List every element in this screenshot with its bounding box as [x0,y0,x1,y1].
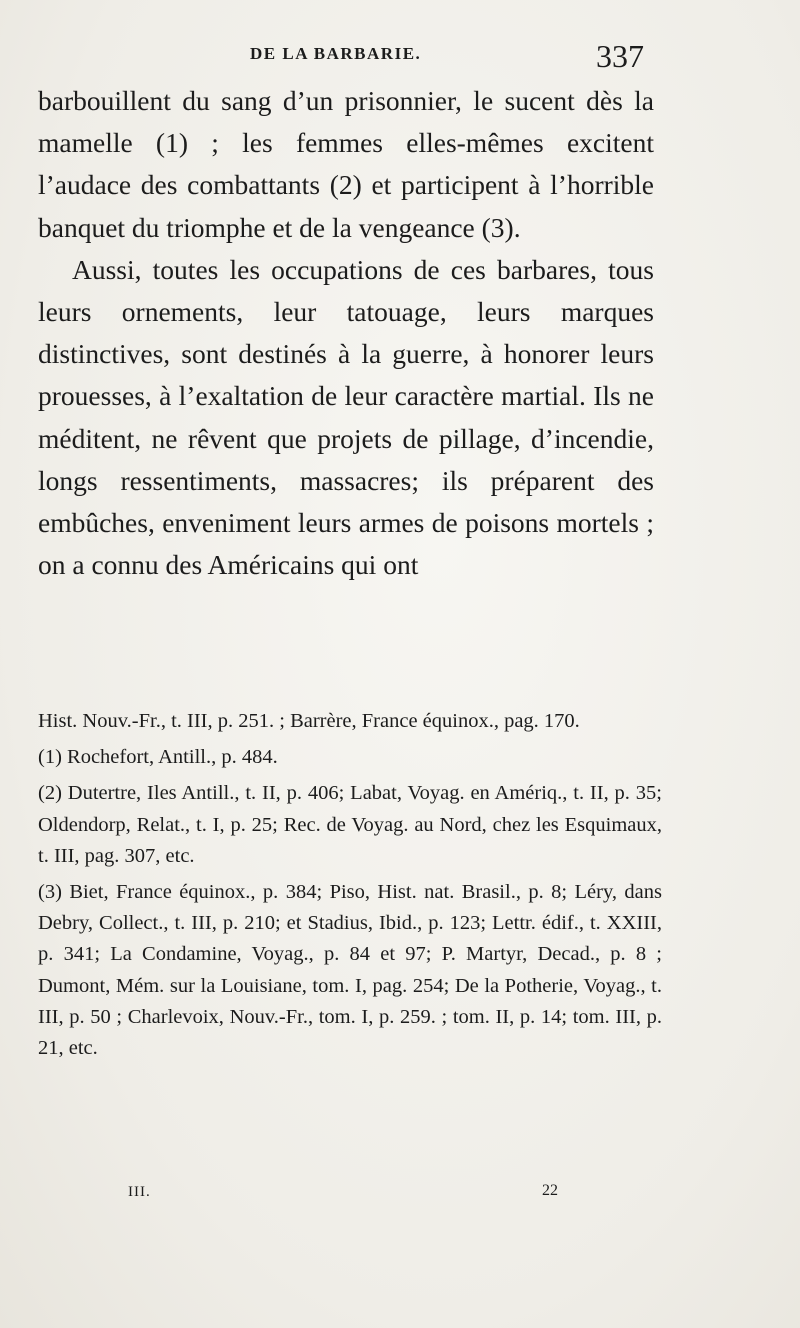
footnote-continuation: Hist. Nouv.-Fr., t. III, p. 251. ; Barrère, France équinox., pag. 170. [38,710,580,732]
footnote-1: (1) Rochefort, Antill., p. 484. [38,746,278,769]
paragraph: Aussi, toutes les occupations de ces barbares, tous leurs ornements, leur tatouage, leurs marques distinctives, sont destinés à la guerre, à honorer leurs prouesses, à l’exaltation de leur caractère martial. Ils ne méditent, ne rêvent que projets de pillage, d’incendie, longs ressentiments, massacres; ils préparent des embûches, enveniment leurs armes de poisons mortels ; on a connu des Américains qui ont [38,253,654,581]
footnote-2: (2) Dutertre, Iles Antill., t. II, p. 406; Labat, Voyag. en Amériq., t. II, p. 35; Oldendorp, Relat., t. I, p. 25; Rec. de Voyag. au Nord, chez les Esquimaux, t. III, pag. 307, etc. [38,782,662,867]
paragraph-continuation: barbouillent du sang d’un prisonnier, le sucent dès la mamelle (1) ; les femmes elles-mêmes excitent l’audace des combattants (2) et participent à l’horrible banquet du triomphe et de la vengeance (3). [38,85,654,243]
signature-number: 22 [542,1182,558,1199]
running-head: DE LA BARBARIE. [250,44,422,63]
signature-mark: III. [128,1184,151,1200]
page-number: 337 [596,38,644,74]
main-text [38,80,654,586]
footnote-3: (3) Biet, France équinox., p. 384; Piso, Hist. nat. Brasil., p. 8; Léry, dans Debry, Collect., t. III, p. 210; et Stadius, Ibid., p. 123; Lettr. édif., t. XXIII, p. 341; La Condamine, Voyag., p. 84 et 97; P. Martyr, Decad., p. 8 ; Dumont, Mém. sur la Louisiane, tom. I, pag. 254; De la Potherie, Voyag., t. III, p. 50 ; Charlevoix, Nouv.-Fr., tom. I, p. 259. ; tom. II, p. 14; tom. III, p. 21, etc. [38,881,662,1060]
footnotes [38,706,662,1064]
